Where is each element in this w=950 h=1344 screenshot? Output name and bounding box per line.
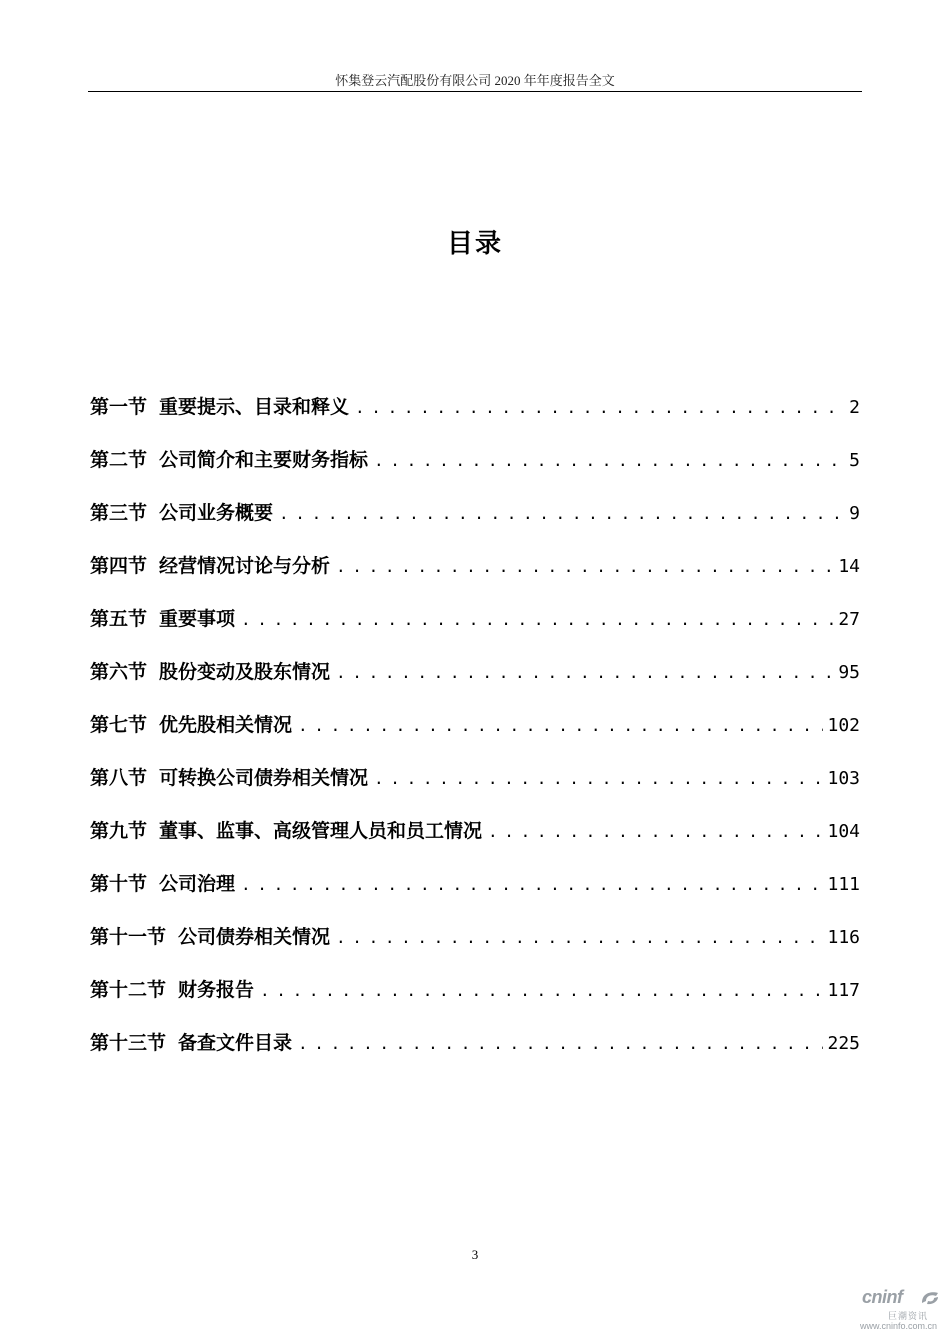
watermark-brand: cninf bbox=[862, 1287, 903, 1307]
page-number: 3 bbox=[471, 1247, 479, 1262]
toc-section-number: 第十二节 bbox=[90, 979, 167, 1001]
toc-page-number: 2 bbox=[849, 397, 860, 418]
toc-page-number: 95 bbox=[838, 662, 860, 683]
toc-page-number: 9 bbox=[849, 503, 860, 524]
toc-section-number: 第二节 bbox=[90, 449, 148, 471]
watermark-url: www.cninfo.com.cn bbox=[860, 1321, 938, 1331]
page-header: 怀集登云汽配股份有限公司 2020 年年度报告全文 bbox=[335, 73, 615, 88]
toc-dot-leader bbox=[374, 766, 823, 792]
toc-page-number: 111 bbox=[827, 874, 860, 895]
toc-dot-leader bbox=[241, 872, 823, 898]
cninf-logo-icon bbox=[919, 1289, 941, 1307]
toc-entry[interactable] bbox=[90, 447, 860, 500]
toc-section-title: 股份变动及股东情况 bbox=[159, 661, 331, 683]
toc-entry[interactable] bbox=[90, 977, 860, 1030]
toc-entry[interactable] bbox=[90, 765, 860, 818]
toc-section-title: 财务报告 bbox=[178, 979, 255, 1001]
toc-page-number: 104 bbox=[827, 821, 860, 842]
toc-section-number: 第三节 bbox=[90, 502, 148, 524]
toc-page-number: 116 bbox=[827, 927, 860, 948]
toc-entry[interactable] bbox=[90, 1030, 860, 1083]
toc-entry[interactable] bbox=[90, 553, 860, 606]
toc-section-title: 公司债券相关情况 bbox=[178, 926, 331, 948]
toc-section-title: 重要事项 bbox=[159, 608, 236, 630]
toc-page-number: 27 bbox=[838, 609, 860, 630]
toc-section-title: 重要提示、目录和释义 bbox=[159, 396, 350, 418]
cninf-watermark-logo bbox=[862, 1285, 942, 1333]
toc-entry[interactable] bbox=[90, 394, 860, 447]
toc-section-title: 备查文件目录 bbox=[178, 1032, 293, 1054]
toc-entry[interactable] bbox=[90, 712, 860, 765]
toc-dot-leader bbox=[336, 925, 823, 951]
toc-page-number: 117 bbox=[827, 980, 860, 1001]
header-divider bbox=[88, 91, 862, 92]
toc-dot-leader bbox=[355, 395, 845, 421]
toc-entry[interactable] bbox=[90, 871, 860, 924]
toc-dot-leader bbox=[336, 554, 834, 580]
toc-entry[interactable] bbox=[90, 924, 860, 977]
toc-section-title: 公司简介和主要财务指标 bbox=[159, 449, 369, 471]
toc-dot-leader bbox=[374, 448, 845, 474]
toc-section-number: 第五节 bbox=[90, 608, 148, 630]
toc-section-number: 第一节 bbox=[90, 396, 148, 418]
toc-page-number: 225 bbox=[827, 1033, 860, 1054]
toc-entry[interactable] bbox=[90, 659, 860, 712]
toc-section-title: 董事、监事、高级管理人员和员工情况 bbox=[159, 820, 483, 842]
table-of-contents bbox=[90, 394, 860, 1083]
watermark-subtitle: 巨潮资讯 bbox=[888, 1312, 929, 1322]
toc-section-title: 公司业务概要 bbox=[159, 502, 274, 524]
toc-section-number: 第七节 bbox=[90, 714, 148, 736]
toc-page-number: 5 bbox=[849, 450, 860, 471]
toc-section-number: 第十一节 bbox=[90, 926, 167, 948]
toc-entry[interactable] bbox=[90, 500, 860, 553]
toc-entry[interactable] bbox=[90, 818, 860, 871]
toc-page-number: 14 bbox=[838, 556, 860, 577]
toc-section-number: 第九节 bbox=[90, 820, 148, 842]
toc-dot-leader bbox=[260, 978, 823, 1004]
toc-dot-leader bbox=[336, 660, 834, 686]
toc-page-number: 103 bbox=[827, 768, 860, 789]
page-title: 目录 bbox=[446, 229, 503, 259]
toc-section-title: 可转换公司债券相关情况 bbox=[159, 767, 369, 789]
toc-section-number: 第四节 bbox=[90, 555, 148, 577]
toc-section-number: 第六节 bbox=[90, 661, 148, 683]
toc-dot-leader bbox=[298, 1031, 823, 1057]
toc-section-title: 优先股相关情况 bbox=[159, 714, 293, 736]
toc-section-title: 经营情况讨论与分析 bbox=[159, 555, 331, 577]
toc-dot-leader bbox=[279, 501, 845, 527]
toc-section-number: 第十三节 bbox=[90, 1032, 167, 1054]
toc-section-number: 第八节 bbox=[90, 767, 148, 789]
toc-dot-leader bbox=[241, 607, 834, 633]
toc-page-number: 102 bbox=[827, 715, 860, 736]
toc-section-number: 第十节 bbox=[90, 873, 148, 895]
toc-section-title: 公司治理 bbox=[159, 873, 236, 895]
toc-dot-leader bbox=[298, 713, 823, 739]
toc-entry[interactable] bbox=[90, 606, 860, 659]
toc-dot-leader bbox=[488, 819, 823, 845]
